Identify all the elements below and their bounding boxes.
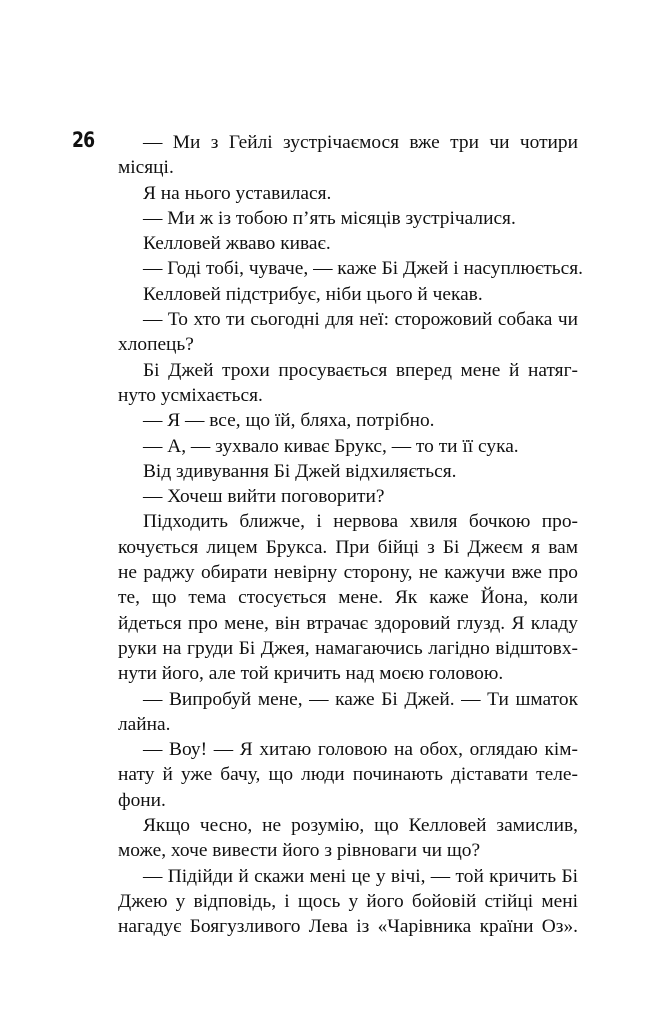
text-line: нути його, але той кричить над моєю головою. [118,663,504,685]
text-line: руки на груди Бі Джея, намагаючись лагідно відштовх- [118,637,578,659]
text-line: — Підійди й скажи мені це у вічі, — той кричить Бі [143,865,578,887]
text-line: — Годі тобі, чуваче, — каже Бі Джей і насуплюється. [143,258,584,280]
text-line: місяці. [118,157,174,179]
text-line: хлопець? [118,334,194,356]
text-line: — Ми ж із тобою п’ять місяців зустрічалися. [143,207,516,229]
text-line: Келловей жваво киває. [143,233,331,255]
text-line: — Хочеш вийти поговорити? [143,486,385,508]
text-line: нагадує Боягузливого Лева із «Чарівника країни Оз». [118,916,578,938]
page-number: 26 [72,128,95,152]
text-line: те, що тема стосується мене. Як каже Йона, коли [118,587,578,609]
text-line: нату й уже бачу, що люди починають діставати теле- [118,764,578,786]
text-line: нуто усміхається. [118,384,263,406]
text-line: може, хоче вивести його з рівноваги чи що? [118,840,481,862]
text-line: йдеться про мене, він втрачає здоровий глузд. Я кладу [118,612,578,634]
text-line: Джею у відповідь, і щось у його бойовій стійці мені [118,890,578,912]
text-line: — А, — зухвало киває Брукс, — то ти її сука. [143,435,519,457]
text-line: — То хто ти сьогодні для неї: сторожовий собака чи [143,309,578,331]
text-line: Якщо чесно, не розумію, що Келловей замислив, [143,815,578,837]
text-line: Келловей підстрибує, ніби цього й чекав. [143,283,483,305]
text-line: — Я — все, що їй, бляха, потрібно. [143,410,435,432]
text-line: Підходить ближче, і нервова хвиля бочкою про- [143,511,578,533]
text-line: Бі Джей трохи просувається вперед мене й натяг- [143,359,578,381]
text-line: — Ми з Гейлі зустрічаємося вже три чи чотири [143,132,578,153]
text-line: — Воу! — Я хитаю головою на обох, оглядаю кім- [143,739,578,761]
text-line: не раджу обирати невірну сторону, не кажучи вже про [118,562,578,584]
text-line: Я на нього уставилася. [143,182,332,204]
text-line: лайна. [118,713,171,735]
text-line: фони. [118,789,166,811]
body-text [118,130,584,940]
text-line: кочується лицем Брукса. При бійці з Бі Джеєм я вам [118,536,578,558]
text-line: Від здивування Бі Джей відхиляється. [143,460,457,482]
text-line: — Випробуй мене, — каже Бі Джей. — Ти шматок [143,688,578,710]
